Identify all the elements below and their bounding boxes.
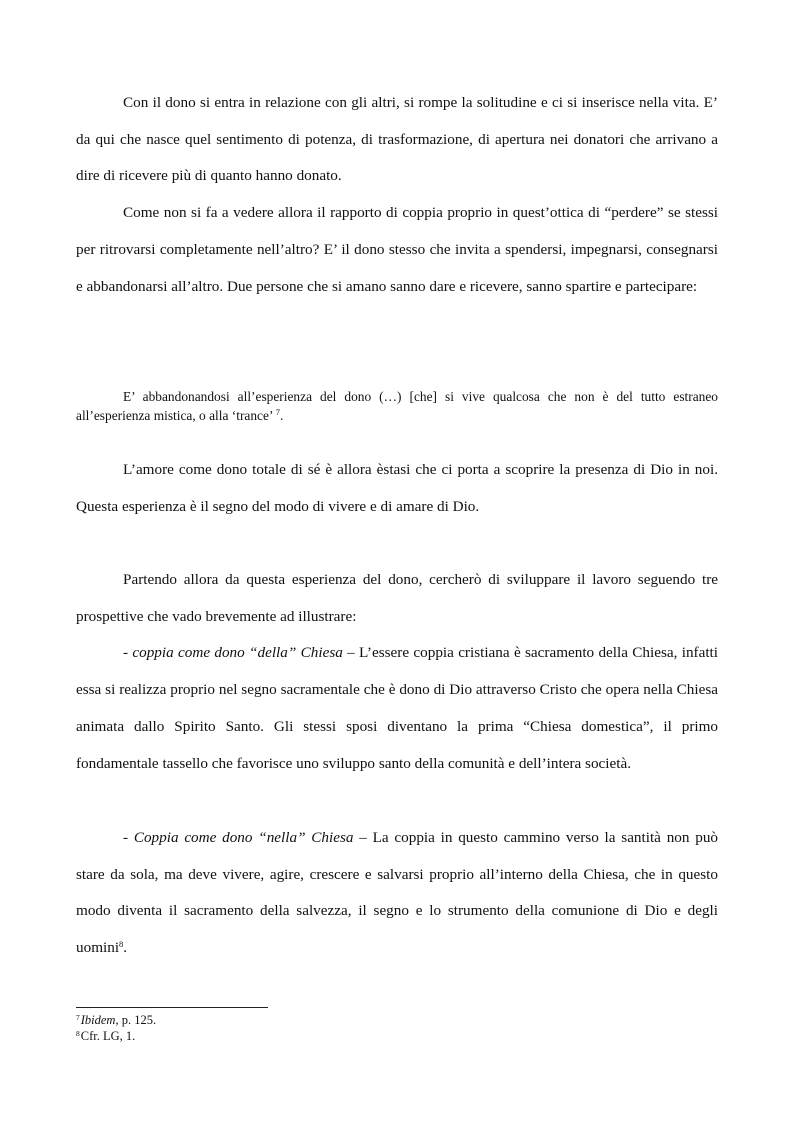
paragraph-5-text: – L’essere coppia cristiana è sacramento della Chiesa, infatti essa si realizza proprio nel segno sacramentale che è dono di Dio attraverso Cristo che opera nella Chiesa animata dallo Spirito Santo. Gli stessi sposi diventano la prima “Chiesa domestica”, il primo fondamentale tassello che favorisce uno sviluppo santo della comunità e dell’intera società. [76,644,719,772]
paragraph-6-text: – La coppia in questo cammino verso la santità non può stare da sola, ma deve vivere, agire, crescere e salvarsi proprio all’interno della Chiesa, che in questo modo diventa il sacramento della salvezza, il segno e lo strumento della comunione di Dio e degli uomini [76,829,719,957]
paragraph-5 [76,635,718,782]
paragraph-6-dash: - [123,829,134,846]
footnote-text: Cfr. LG, 1. [80,1028,136,1043]
footnote-text: p. 125. [118,1013,157,1027]
body-section-3 [76,562,718,782]
footnote-ref-8: 8 [119,939,124,950]
body-section-4 [76,820,718,967]
paragraph-6-heading: Coppia come dono “nella” Chiesa [133,829,354,846]
paragraph-3: L’amore come dono totale di sé è allora èstasi che ci porta a scoprire la presenza di Dio in noi. Questa esperienza è il segno del modo di vivere e di amare di Dio. [76,461,718,515]
footnotes [76,1013,156,1044]
footnote-italic: Ibidem, [80,1013,119,1027]
quote-text: E’ abbandonandosi all’esperienza del dono (…) [che] si vive qualcosa che non è del tutto estraneo all’esperienza mistica, o alla ‘trance’ [76,389,718,423]
paragraph-6-end: . [123,939,128,957]
footnote-ref-7: 7 [275,407,281,417]
paragraph-2: Come non si fa a vedere allora il rapporto di coppia proprio in quest’ottica di “perdere” se stessi per ritrovarsi completamente nell’altro? E’ il dono stesso che invita a spendersi, impegnarsi, consegnarsi e abbandonarsi all’altro. Due persone che si amano sanno dare e ricevere, sanno spartire e partecipare: [76,204,718,295]
paragraph-4: Partendo allora da questa esperienza del dono, cercherò di sviluppare il lavoro seguendo tre prospettive che vado brevemente ad illustrare: [76,571,718,625]
paragraph-5-heading: - coppia come dono “della” Chiesa [123,644,343,662]
footnote-separator [76,1007,268,1008]
footnote-number: 7 [76,1013,80,1022]
footnote-8 [76,1029,156,1045]
body-section-2 [76,452,718,525]
block-quote [76,387,718,425]
quote-end: . [280,408,284,423]
footnote-number: 8 [76,1028,80,1038]
paragraph-6 [76,820,718,967]
body-section-1 [76,85,718,305]
footnote-7 [76,1013,156,1029]
paragraph-1: Con il dono si entra in relazione con gli altri, si rompe la solitudine e ci si inserisce nella vita. E’ da qui che nasce quel sentimento di potenza, di trasformazione, di apertura nei donatori che arrivano a dire di ricevere più di quanto hanno donato. [76,94,718,185]
